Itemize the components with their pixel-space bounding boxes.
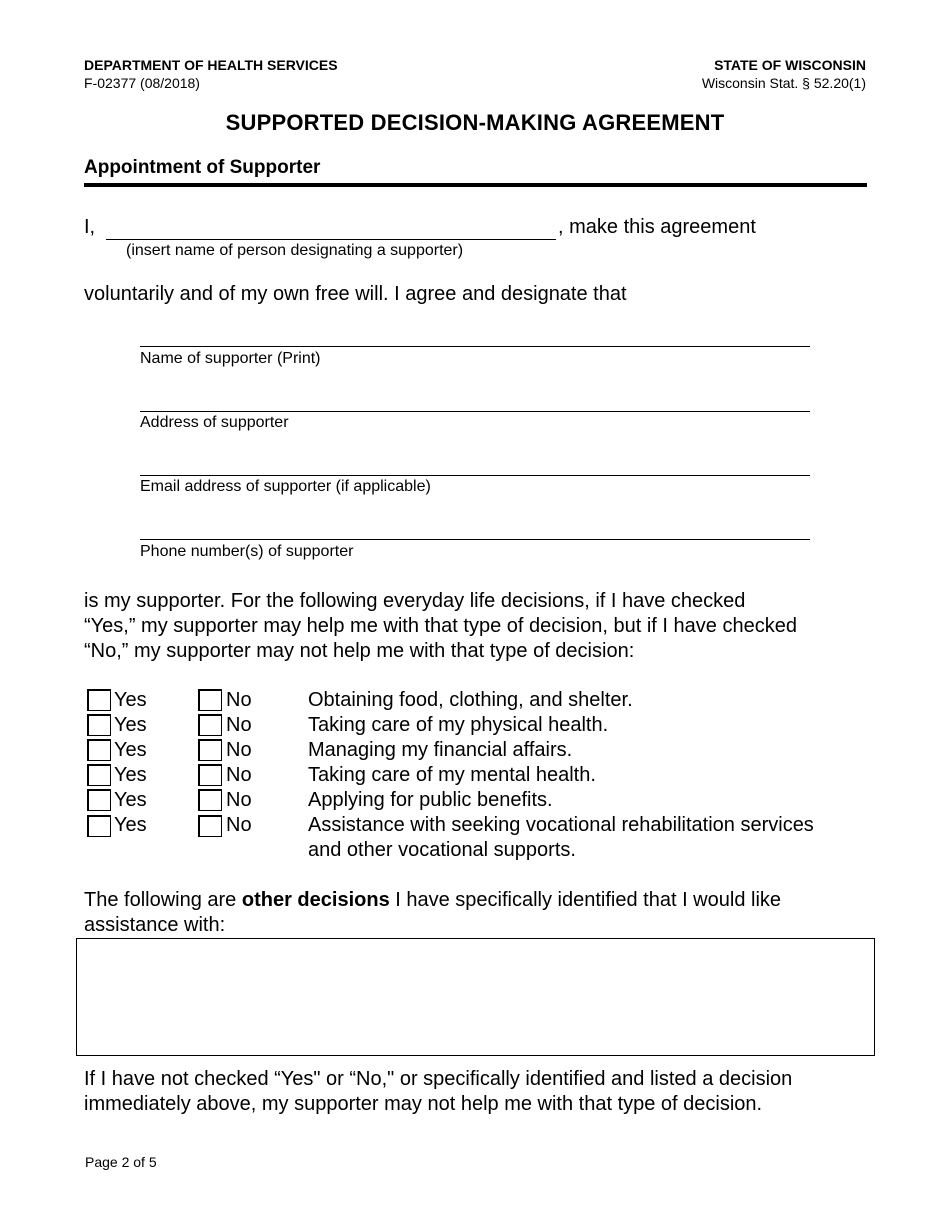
form-number: F-02377 (08/2018) xyxy=(84,75,200,91)
supporter-phone-caption: Phone number(s) of supporter xyxy=(140,543,354,560)
section-heading: Appointment of Supporter xyxy=(84,157,321,178)
intro-suffix: , make this agreement xyxy=(558,216,756,238)
closing-line-1: If I have not checked “Yes" or “No," or specifically identified and listed a decision xyxy=(84,1068,793,1090)
supporter-email-field[interactable] xyxy=(140,454,810,476)
decision-2-text: Taking care of my physical health. xyxy=(308,714,609,736)
decision-6-yes-checkbox[interactable] xyxy=(87,815,111,837)
supporter-name-caption: Name of supporter (Print) xyxy=(140,350,321,367)
decision-2-yes-checkbox[interactable] xyxy=(87,714,111,736)
decision-1-text: Obtaining food, clothing, and shelter. xyxy=(308,689,633,711)
supporter-address-caption: Address of supporter xyxy=(140,414,289,431)
decision-2-no-checkbox[interactable] xyxy=(198,714,222,736)
decision-5-text: Applying for public benefits. xyxy=(308,789,553,811)
designator-name-field[interactable] xyxy=(106,215,556,240)
decision-3-yes-checkbox[interactable] xyxy=(87,739,111,761)
explanation-line-2: “Yes,” my supporter may help me with that type of decision, but if I have checked xyxy=(84,615,797,637)
other-decisions-intro xyxy=(84,888,781,913)
yes-label: Yes xyxy=(114,739,147,761)
decision-6-no-checkbox[interactable] xyxy=(198,815,222,837)
decision-3-text: Managing my financial affairs. xyxy=(308,739,573,761)
intro-prefix: I, xyxy=(84,216,96,238)
supporter-email-caption: Email address of supporter (if applicable) xyxy=(140,478,431,495)
yes-label: Yes xyxy=(114,714,147,736)
other-decisions-emphasis: other decisions xyxy=(241,889,390,911)
intro-continuation: voluntarily and of my own free will. I agree and designate that xyxy=(84,283,627,305)
no-label: No xyxy=(226,714,252,736)
closing-line-2: immediately above, my supporter may not help me with that type of decision. xyxy=(84,1093,763,1115)
explanation-line-1: is my supporter. For the following everyday life decisions, if I have checked xyxy=(84,590,746,612)
supporter-address-field[interactable] xyxy=(140,390,810,412)
other-decisions-intro-post: I have specifically identified that I would like xyxy=(389,889,782,911)
other-decisions-intro-pre: The following are xyxy=(84,889,242,911)
other-decisions-textbox[interactable] xyxy=(76,938,875,1056)
yes-label: Yes xyxy=(114,764,147,786)
decision-3-no-checkbox[interactable] xyxy=(198,739,222,761)
yes-label: Yes xyxy=(114,789,147,811)
other-decisions-intro-line-2: assistance with: xyxy=(84,914,226,936)
page-title: SUPPORTED DECISION-MAKING AGREEMENT xyxy=(225,110,725,135)
decision-4-no-checkbox[interactable] xyxy=(198,764,222,786)
no-label: No xyxy=(226,689,252,711)
explanation-line-3: “No,” my supporter may not help me with that type of decision: xyxy=(84,640,635,662)
decision-4-text: Taking care of my mental health. xyxy=(308,764,596,786)
no-label: No xyxy=(226,789,252,811)
decision-4-yes-checkbox[interactable] xyxy=(87,764,111,786)
decision-5-no-checkbox[interactable] xyxy=(198,789,222,811)
decision-1-no-checkbox[interactable] xyxy=(198,689,222,711)
decision-6-text: Assistance with seeking vocational rehabilitation services xyxy=(308,814,814,836)
statute-reference: Wisconsin Stat. § 52.20(1) xyxy=(701,75,866,91)
yes-label: Yes xyxy=(114,689,147,711)
decision-6-text-continued: and other vocational supports. xyxy=(308,839,576,861)
yes-label: Yes xyxy=(114,814,147,836)
designator-name-caption: (insert name of person designating a supporter) xyxy=(126,242,464,259)
department-name: DEPARTMENT OF HEALTH SERVICES xyxy=(84,57,338,73)
no-label: No xyxy=(226,764,252,786)
supporter-phone-field[interactable] xyxy=(140,518,810,540)
state-name: STATE OF WISCONSIN xyxy=(714,57,866,73)
supporter-name-field[interactable] xyxy=(140,326,810,347)
no-label: No xyxy=(226,739,252,761)
page-number: Page 2 of 5 xyxy=(85,1154,157,1170)
decision-5-yes-checkbox[interactable] xyxy=(87,789,111,811)
section-divider xyxy=(84,183,867,187)
no-label: No xyxy=(226,814,252,836)
decision-1-yes-checkbox[interactable] xyxy=(87,689,111,711)
